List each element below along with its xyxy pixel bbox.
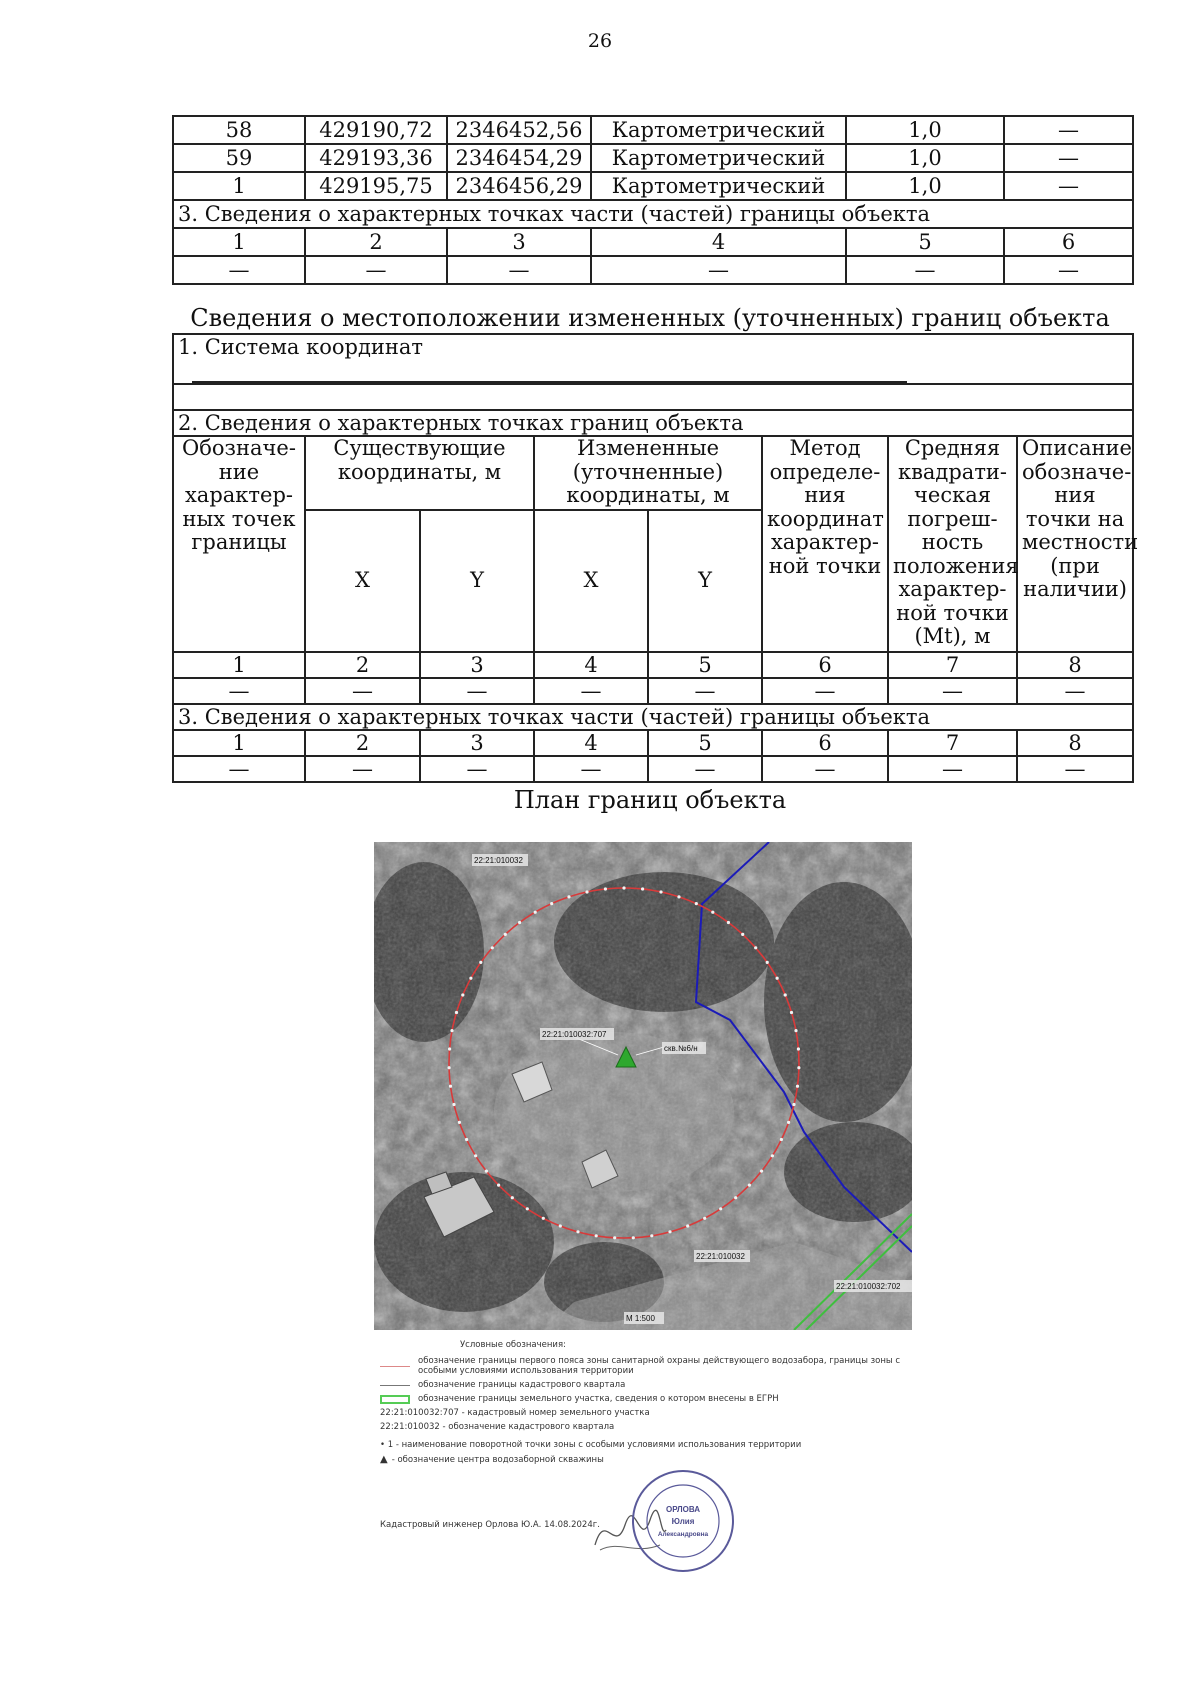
- stamp-line3: Александровна: [657, 1531, 709, 1538]
- table-cell: 429193,36: [305, 144, 447, 172]
- zone-point-marker: [794, 1029, 797, 1032]
- table-cell: —: [1004, 144, 1133, 172]
- column-number: 5: [846, 228, 1004, 256]
- legend-point: • 1 - наименование поворотной точки зоны с особыми условиями использования территории: [380, 1440, 802, 1450]
- legend-parcel-text: обозначение границы земельного участка, сведения о котором внесены в ЕГРН: [418, 1394, 779, 1404]
- dash-cell: —: [846, 256, 1004, 284]
- zone-point-marker: [748, 1184, 751, 1187]
- dash-cell: —: [173, 678, 305, 704]
- changed-y-header: Y: [648, 510, 762, 652]
- table-cell: 1,0: [846, 144, 1004, 172]
- zone-point-marker: [491, 946, 494, 949]
- coord-system-empty-row: [173, 384, 1133, 410]
- stamp-line1: ОРЛОВА: [665, 1505, 701, 1514]
- zone-point-marker: [695, 902, 698, 905]
- table-cell: Картометрический: [591, 116, 846, 144]
- zone-point-marker: [754, 946, 757, 949]
- zone-point-marker: [449, 1085, 452, 1088]
- col-existing-header: Существующие координаты, м: [305, 436, 534, 510]
- map-scale: М 1:500: [626, 1314, 655, 1323]
- dash-cell: —: [648, 678, 762, 704]
- column-number: 8: [1017, 652, 1133, 678]
- table-cell: Картометрический: [591, 172, 846, 200]
- zone-point-marker: [632, 1236, 635, 1239]
- zone-point-marker: [504, 933, 507, 936]
- column-number: 1: [173, 228, 305, 256]
- dash-cell: —: [305, 256, 447, 284]
- zone-point-marker: [677, 895, 680, 898]
- legend-quarter-label: 22:21:010032 - обозначение кадастрового квартала: [380, 1422, 615, 1432]
- dash-cell: —: [1017, 756, 1133, 782]
- section3-number-row: [173, 730, 1133, 756]
- zone-point-marker: [797, 1047, 800, 1050]
- table-cell: —: [1004, 172, 1133, 200]
- engineer-line: Кадастровый инженер Орлова Ю.А. 14.08.2024г.: [380, 1520, 600, 1530]
- column-number: 1: [173, 652, 305, 678]
- dash-cell: —: [762, 756, 888, 782]
- zone-point-marker: [595, 1234, 598, 1237]
- existing-y-header: Y: [420, 510, 534, 652]
- table-cell: 1,0: [846, 116, 1004, 144]
- column-number: 3: [447, 228, 591, 256]
- column-number: 3: [420, 652, 534, 678]
- map-label-parcel-right: 22:21:010032:702: [836, 1282, 901, 1291]
- column-number-row: [173, 652, 1133, 678]
- zone-point-marker: [741, 933, 744, 936]
- column-number: 6: [1004, 228, 1133, 256]
- zone-point-marker: [622, 886, 625, 889]
- coord-system-line: [192, 363, 907, 383]
- zone-point-marker: [780, 1138, 783, 1141]
- zone-point-marker: [559, 1224, 562, 1227]
- zone-point-marker: [760, 1170, 763, 1173]
- section3-dash-row: [173, 756, 1133, 782]
- main-section3-title: 3. Сведения о характерных точках части (частей) границы объекта: [173, 704, 1133, 730]
- zone-point-marker: [796, 1085, 799, 1088]
- zone-point-marker: [479, 961, 482, 964]
- dash-cell: —: [591, 256, 846, 284]
- col-error-header: Средняя квадрати-ческая погреш-ность положения характер-ной точки (Mt), м: [888, 436, 1017, 652]
- zone-point-marker: [497, 1184, 500, 1187]
- zone-point-marker: [771, 1154, 774, 1157]
- zone-point-marker: [776, 977, 779, 980]
- dash-cell: —: [1017, 678, 1133, 704]
- top-section3-header-row: [173, 228, 1133, 256]
- boundary-plan-map: [374, 842, 912, 1330]
- plan-title: План границ объекта: [513, 786, 787, 814]
- table-cell: Картометрический: [591, 144, 846, 172]
- column-number: 2: [305, 228, 447, 256]
- column-number: 6: [762, 652, 888, 678]
- map-label-parcel: 22:21:010032:707: [542, 1030, 607, 1039]
- zone-point-marker: [641, 887, 644, 890]
- engineer-signature-block: [380, 1490, 800, 1610]
- section2-title: 2. Сведения о характерных точках границ объекта: [173, 410, 1133, 436]
- zone-point-marker: [450, 1029, 453, 1032]
- zone-point-marker: [511, 1196, 514, 1199]
- column-number: 6: [762, 730, 888, 756]
- dash-cell: —: [420, 678, 534, 704]
- coordinates-table-continued: [172, 115, 1134, 285]
- legend-parcel-number: 22:21:010032:707 - кадастровый номер земельного участка: [380, 1408, 650, 1418]
- dash-cell: —: [648, 756, 762, 782]
- table-cell: 2346454,29: [447, 144, 591, 172]
- zone-point-marker: [668, 1230, 671, 1233]
- top-section3-dash-row: [173, 256, 1133, 284]
- top-section3-title: 3. Сведения о характерных точках части (частей) границы объекта: [173, 200, 1133, 228]
- column-number: 4: [534, 730, 648, 756]
- zone-point-marker: [784, 993, 787, 996]
- zone-point-marker: [526, 1207, 529, 1210]
- zone-point-marker: [604, 887, 607, 890]
- legend-zone-symbol: [380, 1366, 410, 1367]
- section-title: Сведения о местоположении измененных (уточненных) границ объекта: [190, 304, 1110, 332]
- dash-cell: —: [447, 256, 591, 284]
- column-number: 4: [534, 652, 648, 678]
- zone-point-marker: [474, 1154, 477, 1157]
- zone-point-marker: [766, 961, 769, 964]
- legend-quarter-text: обозначение границы кадастрового квартала: [418, 1380, 626, 1390]
- dash-cell: —: [888, 756, 1017, 782]
- zone-point-marker: [703, 1217, 706, 1220]
- column-number: 8: [1017, 730, 1133, 756]
- column-number: 1: [173, 730, 305, 756]
- table-cell: 2346456,29: [447, 172, 591, 200]
- zone-point-marker: [550, 902, 553, 905]
- zone-point-marker: [797, 1066, 800, 1069]
- column-number: 3: [420, 730, 534, 756]
- table-cell: 429190,72: [305, 116, 447, 144]
- column-number: 2: [305, 730, 420, 756]
- map-label-quarter-bottom: 22:21:010032: [696, 1252, 745, 1261]
- zone-point-marker: [448, 1047, 451, 1050]
- column-number: 4: [591, 228, 846, 256]
- zone-point-marker: [792, 1103, 795, 1106]
- map-label-well: скв.№6/н: [664, 1044, 698, 1053]
- engineer-stamp: [630, 1468, 736, 1574]
- zone-point-marker: [469, 977, 472, 980]
- map-legend: [380, 1340, 920, 1469]
- dash-cell: —: [305, 678, 420, 704]
- zone-point-marker: [534, 911, 537, 914]
- zone-point-marker: [455, 1011, 458, 1014]
- column-number: 5: [648, 652, 762, 678]
- table-row: [173, 172, 1133, 200]
- aerial-map-svg: [374, 842, 912, 1330]
- zone-point-marker: [686, 1224, 689, 1227]
- coord-system-label: 1. Система координат: [178, 335, 424, 359]
- table-cell: 58: [173, 116, 305, 144]
- col-changed-header: Измененные (уточненные) координаты, м: [534, 436, 762, 510]
- dash-cell: —: [1004, 256, 1133, 284]
- zone-point-marker: [613, 1236, 616, 1239]
- zone-point-marker: [452, 1103, 455, 1106]
- dash-cell: —: [762, 678, 888, 704]
- dash-cell: —: [173, 756, 305, 782]
- dash-cell: —: [305, 756, 420, 782]
- table-cell: 59: [173, 144, 305, 172]
- column-number: 7: [888, 730, 1017, 756]
- zone-point-marker: [650, 1234, 653, 1237]
- zone-point-marker: [711, 911, 714, 914]
- zone-point-marker: [461, 993, 464, 996]
- table-cell: 429195,75: [305, 172, 447, 200]
- dash-cell: —: [888, 678, 1017, 704]
- dash-cell: —: [534, 756, 648, 782]
- zone-point-marker: [448, 1066, 451, 1069]
- top-table-data-rows: [173, 116, 1133, 200]
- changed-boundaries-table: [172, 333, 1139, 783]
- table-row: [173, 144, 1133, 172]
- changed-x-header: X: [534, 510, 648, 652]
- table-cell: —: [1004, 116, 1133, 144]
- column-number: 7: [888, 652, 1017, 678]
- zone-point-marker: [458, 1121, 461, 1124]
- zone-point-marker: [727, 921, 730, 924]
- dash-cell: —: [420, 756, 534, 782]
- zone-point-marker: [465, 1138, 468, 1141]
- zone-point-marker: [542, 1217, 545, 1220]
- zone-point-marker: [659, 890, 662, 893]
- table-cell: 1: [173, 172, 305, 200]
- existing-x-header: X: [305, 510, 420, 652]
- col-point-header: Обозначе-ние характер-ных точек границы: [173, 436, 305, 652]
- zone-point-marker: [576, 1230, 579, 1233]
- legend-well-icon: ▲: [380, 1454, 388, 1465]
- legend-quarter-symbol: [380, 1385, 410, 1386]
- main-dash-row: [173, 678, 1133, 704]
- legend-well-text: - обозначение центра водозаборной скважины: [391, 1454, 604, 1465]
- zone-point-marker: [787, 1121, 790, 1124]
- zone-point-marker: [734, 1196, 737, 1199]
- dash-cell: —: [534, 678, 648, 704]
- map-label-quarter-top: 22:21:010032: [474, 856, 523, 865]
- zone-point-marker: [585, 890, 588, 893]
- legend-zone-text: обозначение границы первого пояса зоны санитарной охраны действующего водозабора, границы зоны с особыми условиями использования территории: [418, 1356, 900, 1376]
- column-number: 5: [648, 730, 762, 756]
- table-cell: 1,0: [846, 172, 1004, 200]
- zone-point-marker: [567, 895, 570, 898]
- table-row: [173, 116, 1133, 144]
- col-description-header: Описание обозначе-ния точки на местности (при наличии): [1017, 436, 1133, 652]
- zone-point-marker: [518, 921, 521, 924]
- column-number: 2: [305, 652, 420, 678]
- legend-title: Условные обозначения:: [460, 1340, 566, 1350]
- zone-point-marker: [719, 1207, 722, 1210]
- zone-point-marker: [485, 1170, 488, 1173]
- legend-parcel-symbol: [380, 1395, 410, 1404]
- dash-cell: —: [173, 256, 305, 284]
- col-method-header: Метод определе-ния координат характер-ной точки: [762, 436, 888, 652]
- table-cell: 2346452,56: [447, 116, 591, 144]
- zone-point-marker: [790, 1011, 793, 1014]
- stamp-line2: Юлия: [671, 1517, 695, 1526]
- page-number: 26: [587, 30, 613, 52]
